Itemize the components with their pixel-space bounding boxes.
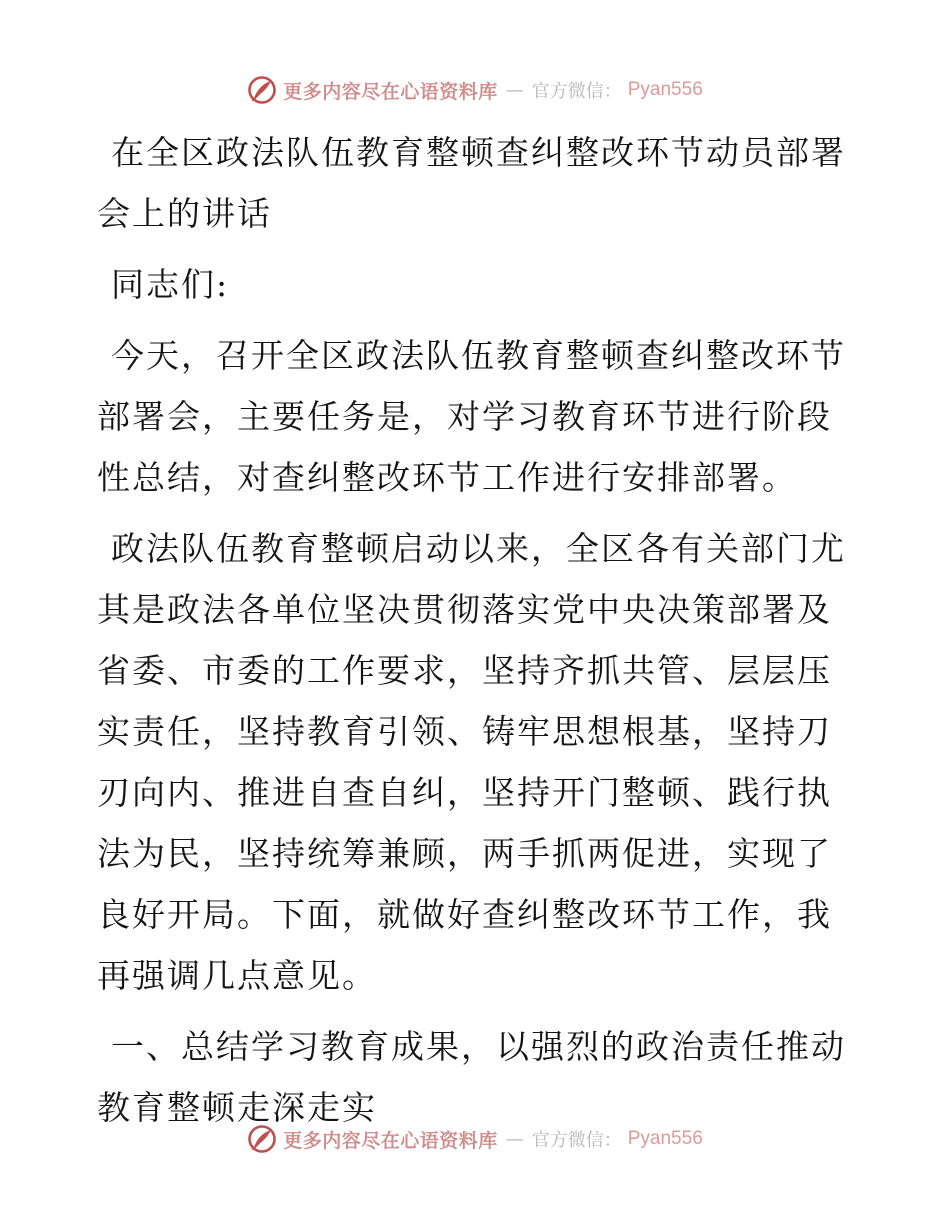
paragraph-progress: 政法队伍教育整顿启动以来，全区各有关部门尤其是政法各单位坚决贯彻落实党中央决策部署及省委、市委的工作要求，坚持齐抓共管、层层压实责任，坚持教育引领、铸牢思想根基，坚持刀刃向内、推进自查自纠，坚持开门整顿、践行执法为民，坚持统筹兼顾，两手抓两促进，实现了良好开局。下面，就做好查纠整改环节工作，我再强调几点意见。: [97, 529, 846, 995]
greeting: 同志们:: [111, 265, 230, 304]
watermark-title: 更多内容尽在心语资料库: [283, 1129, 498, 1152]
section-heading: 一、总结学习教育成果，以强烈的政治责任推动教育整顿走深走实: [97, 1027, 846, 1127]
watermark-separator: —: [505, 1128, 524, 1150]
paragraph-intro: 今天，召开全区政法队伍教育整顿查纠整改环节部署会，主要任务是，对学习教育环节进行阶段性总结，对查纠整改环节工作进行安排部署。: [97, 336, 846, 497]
watermark-wechat-id: Pyan556: [627, 79, 703, 100]
watermark-subtitle: 官方微信：: [531, 1130, 622, 1151]
watermark-subtitle: 官方微信：: [531, 81, 622, 102]
header-watermark: [0, 70, 950, 110]
watermark-title: 更多内容尽在心语资料库: [283, 80, 498, 103]
feather-pen-logo-icon: [247, 75, 277, 105]
document-body: [97, 122, 857, 1138]
feather-pen-logo-icon: [247, 1124, 277, 1154]
watermark-wechat-id: Pyan556: [627, 1128, 703, 1149]
footer-watermark: [0, 1119, 950, 1159]
watermark-separator: —: [505, 79, 524, 101]
document-title: 在全区政法队伍教育整顿查纠整改环节动员部署会上的讲话: [97, 133, 846, 233]
